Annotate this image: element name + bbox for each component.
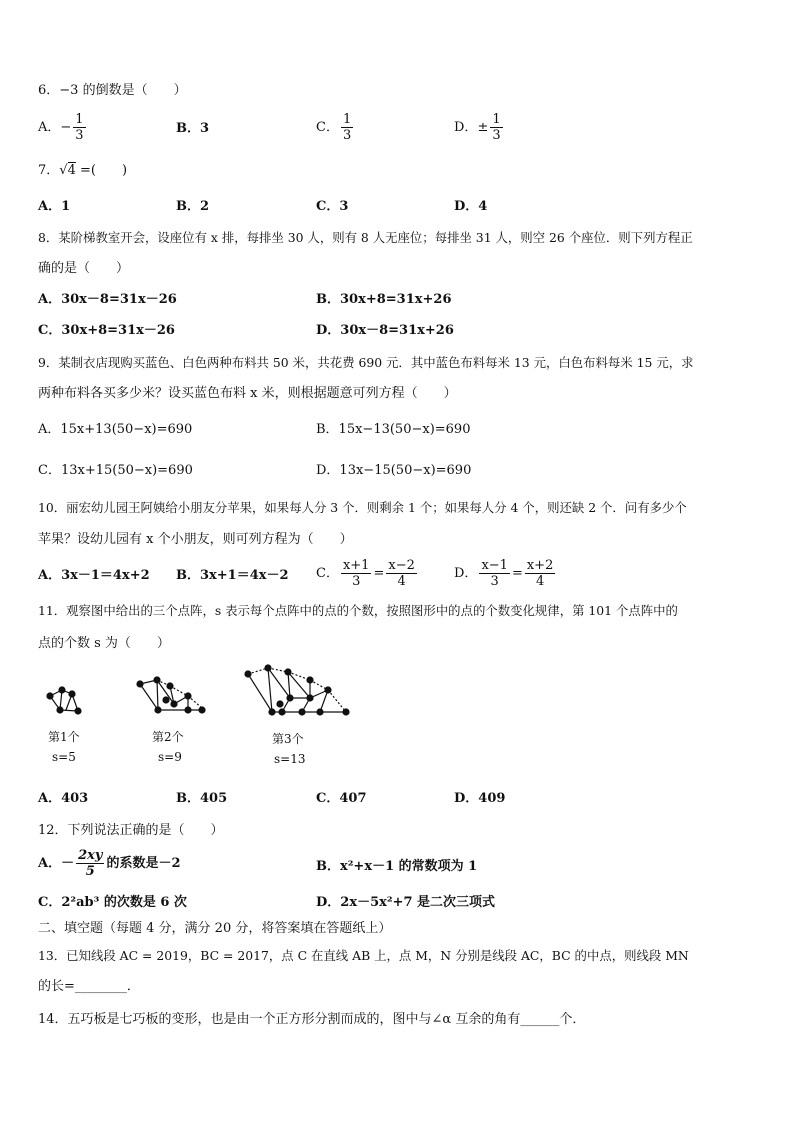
q11-option-a: A．403: [38, 791, 89, 806]
q10-stem-line1: 10．丽宏幼儿园王阿姨给小朋友分苹果，如果每人分 3 个．则剩余 1 个；如果每人分 4 个，则还缺 2 个．问有多少个: [38, 500, 687, 515]
q11-option-d: D．409: [454, 791, 506, 806]
q7-option-b: B．2: [176, 199, 210, 214]
q9-option-d: D．13x−15(50−x)=690: [316, 463, 472, 478]
q11-option-c: C．407: [316, 791, 367, 806]
lattice-2: [137, 677, 205, 713]
q13-stem-line1: 13．已知线段 AC = 2019，BC = 2017，点 C 在直线 AB 上，点 M，N 分别是线段 AC，BC 的中点，则线段 MN: [38, 948, 689, 963]
fig1-label: 第1个: [48, 730, 80, 744]
sqrt-sign-icon: √: [59, 163, 68, 178]
q10-option-d: D． $\frac{x-1}{3}$ = $\frac{x+2}{4}$: [454, 558, 554, 589]
fig2-count: s=9: [158, 750, 182, 764]
fig1-count: s=5: [52, 750, 76, 764]
q9-stem-line2: 两种布料各买多少米？设买蓝色布料 x 米，则根据题意可列方程（ ）: [38, 386, 457, 401]
q11-option-b: B．405: [176, 791, 228, 806]
q10-option-c: C． $\frac{x+1}{3}$ = $\frac{x-2}{4}$: [316, 558, 415, 589]
q9-stem-line1: 9．某制衣店现购买蓝色、白色两种布料共 50 米，共花费 690 元．其中蓝色布料每米 13 元，白色布料每米 15 元，求: [38, 355, 694, 370]
q12-option-d: D．2x－5x²+7 是二次三项式: [316, 895, 496, 910]
q7-option-a: A．1: [38, 199, 71, 214]
q7-option-d: D．4: [454, 199, 488, 214]
q8-stem-line2: 确的是（ ）: [38, 261, 130, 276]
q6-option-c: C． $\frac{1}{3}$: [316, 112, 352, 143]
q8-option-d: D．30x－8=31x+26: [316, 323, 454, 338]
fig3-count: s=13: [274, 752, 306, 766]
q6-option-b: B．3: [176, 121, 210, 136]
q9-option-a: A．15x+13(50−x)=690: [38, 422, 193, 437]
section-heading: 二、填空题（每题 4 分，满分 20 分，将答案填在答题纸上）: [38, 921, 392, 936]
q9-option-c: C．13x+15(50−x)=690: [38, 463, 193, 478]
q12-stem: 12．下列说法正确的是（ ）: [38, 823, 224, 838]
q12-option-c: C．2²ab³ 的次数是 6 次: [38, 895, 187, 910]
q10-stem-line2: 苹果？设幼儿园有 x 个小朋友，则可列方程为（ ）: [38, 532, 353, 547]
lattice-3: [245, 665, 349, 715]
q13-stem-line2: 的长=________．: [38, 979, 140, 994]
q6-option-a: A．− $\frac{1}{3}$: [38, 112, 84, 143]
q12-option-a: A．－ $\frac{2xy}{5}$ 的系数是－2: [38, 848, 181, 879]
q6-option-d: D．± $\frac{1}{3}$: [454, 112, 501, 143]
q8-option-c: C．30x+8=31x－26: [38, 323, 175, 338]
q14-stem: 14．五巧板是七巧板的变形，也是由一个正方形分割而成的，图中与∠α 互余的角有______个．: [38, 1012, 586, 1027]
q8-option-b: B．30x+8=31x+26: [316, 292, 452, 307]
lattice-1: [47, 687, 81, 714]
q7-stem: 7．√4 =( ): [38, 163, 128, 178]
q12-option-b: B．x²+x－1 的常数项为 1: [316, 859, 478, 874]
q10-option-b: B．3x+1＝4x－2: [176, 568, 289, 583]
fig3-label: 第3个: [272, 732, 304, 746]
q8-option-a: A．30x－8=31x－26: [38, 292, 177, 307]
q8-stem-line1: 8．某阶梯教室开会，设座位有 x 排，每排坐 30 人，则有 8 人无座位；每排坐 31 人，则空 26 个座位．则下列方程正: [38, 230, 693, 245]
q10-option-a: A．3x－1＝4x+2: [38, 568, 150, 583]
q6-stem: 6．−3 的倒数是（ ）: [38, 83, 187, 98]
fig2-label: 第2个: [152, 730, 184, 744]
q7-option-c: C．3: [316, 199, 349, 214]
q11-stem-line1: 11．观察图中给出的三个点阵，s 表示每个点阵中的点的个数，按照图形中的点的个数变化规律，第 101 个点阵中的: [38, 603, 678, 618]
q11-stem-line2: 点的个数 s 为（ ）: [38, 636, 170, 651]
dot-lattice-figures: [40, 660, 360, 724]
q9-option-b: B．15x−13(50−x)=690: [316, 422, 471, 437]
